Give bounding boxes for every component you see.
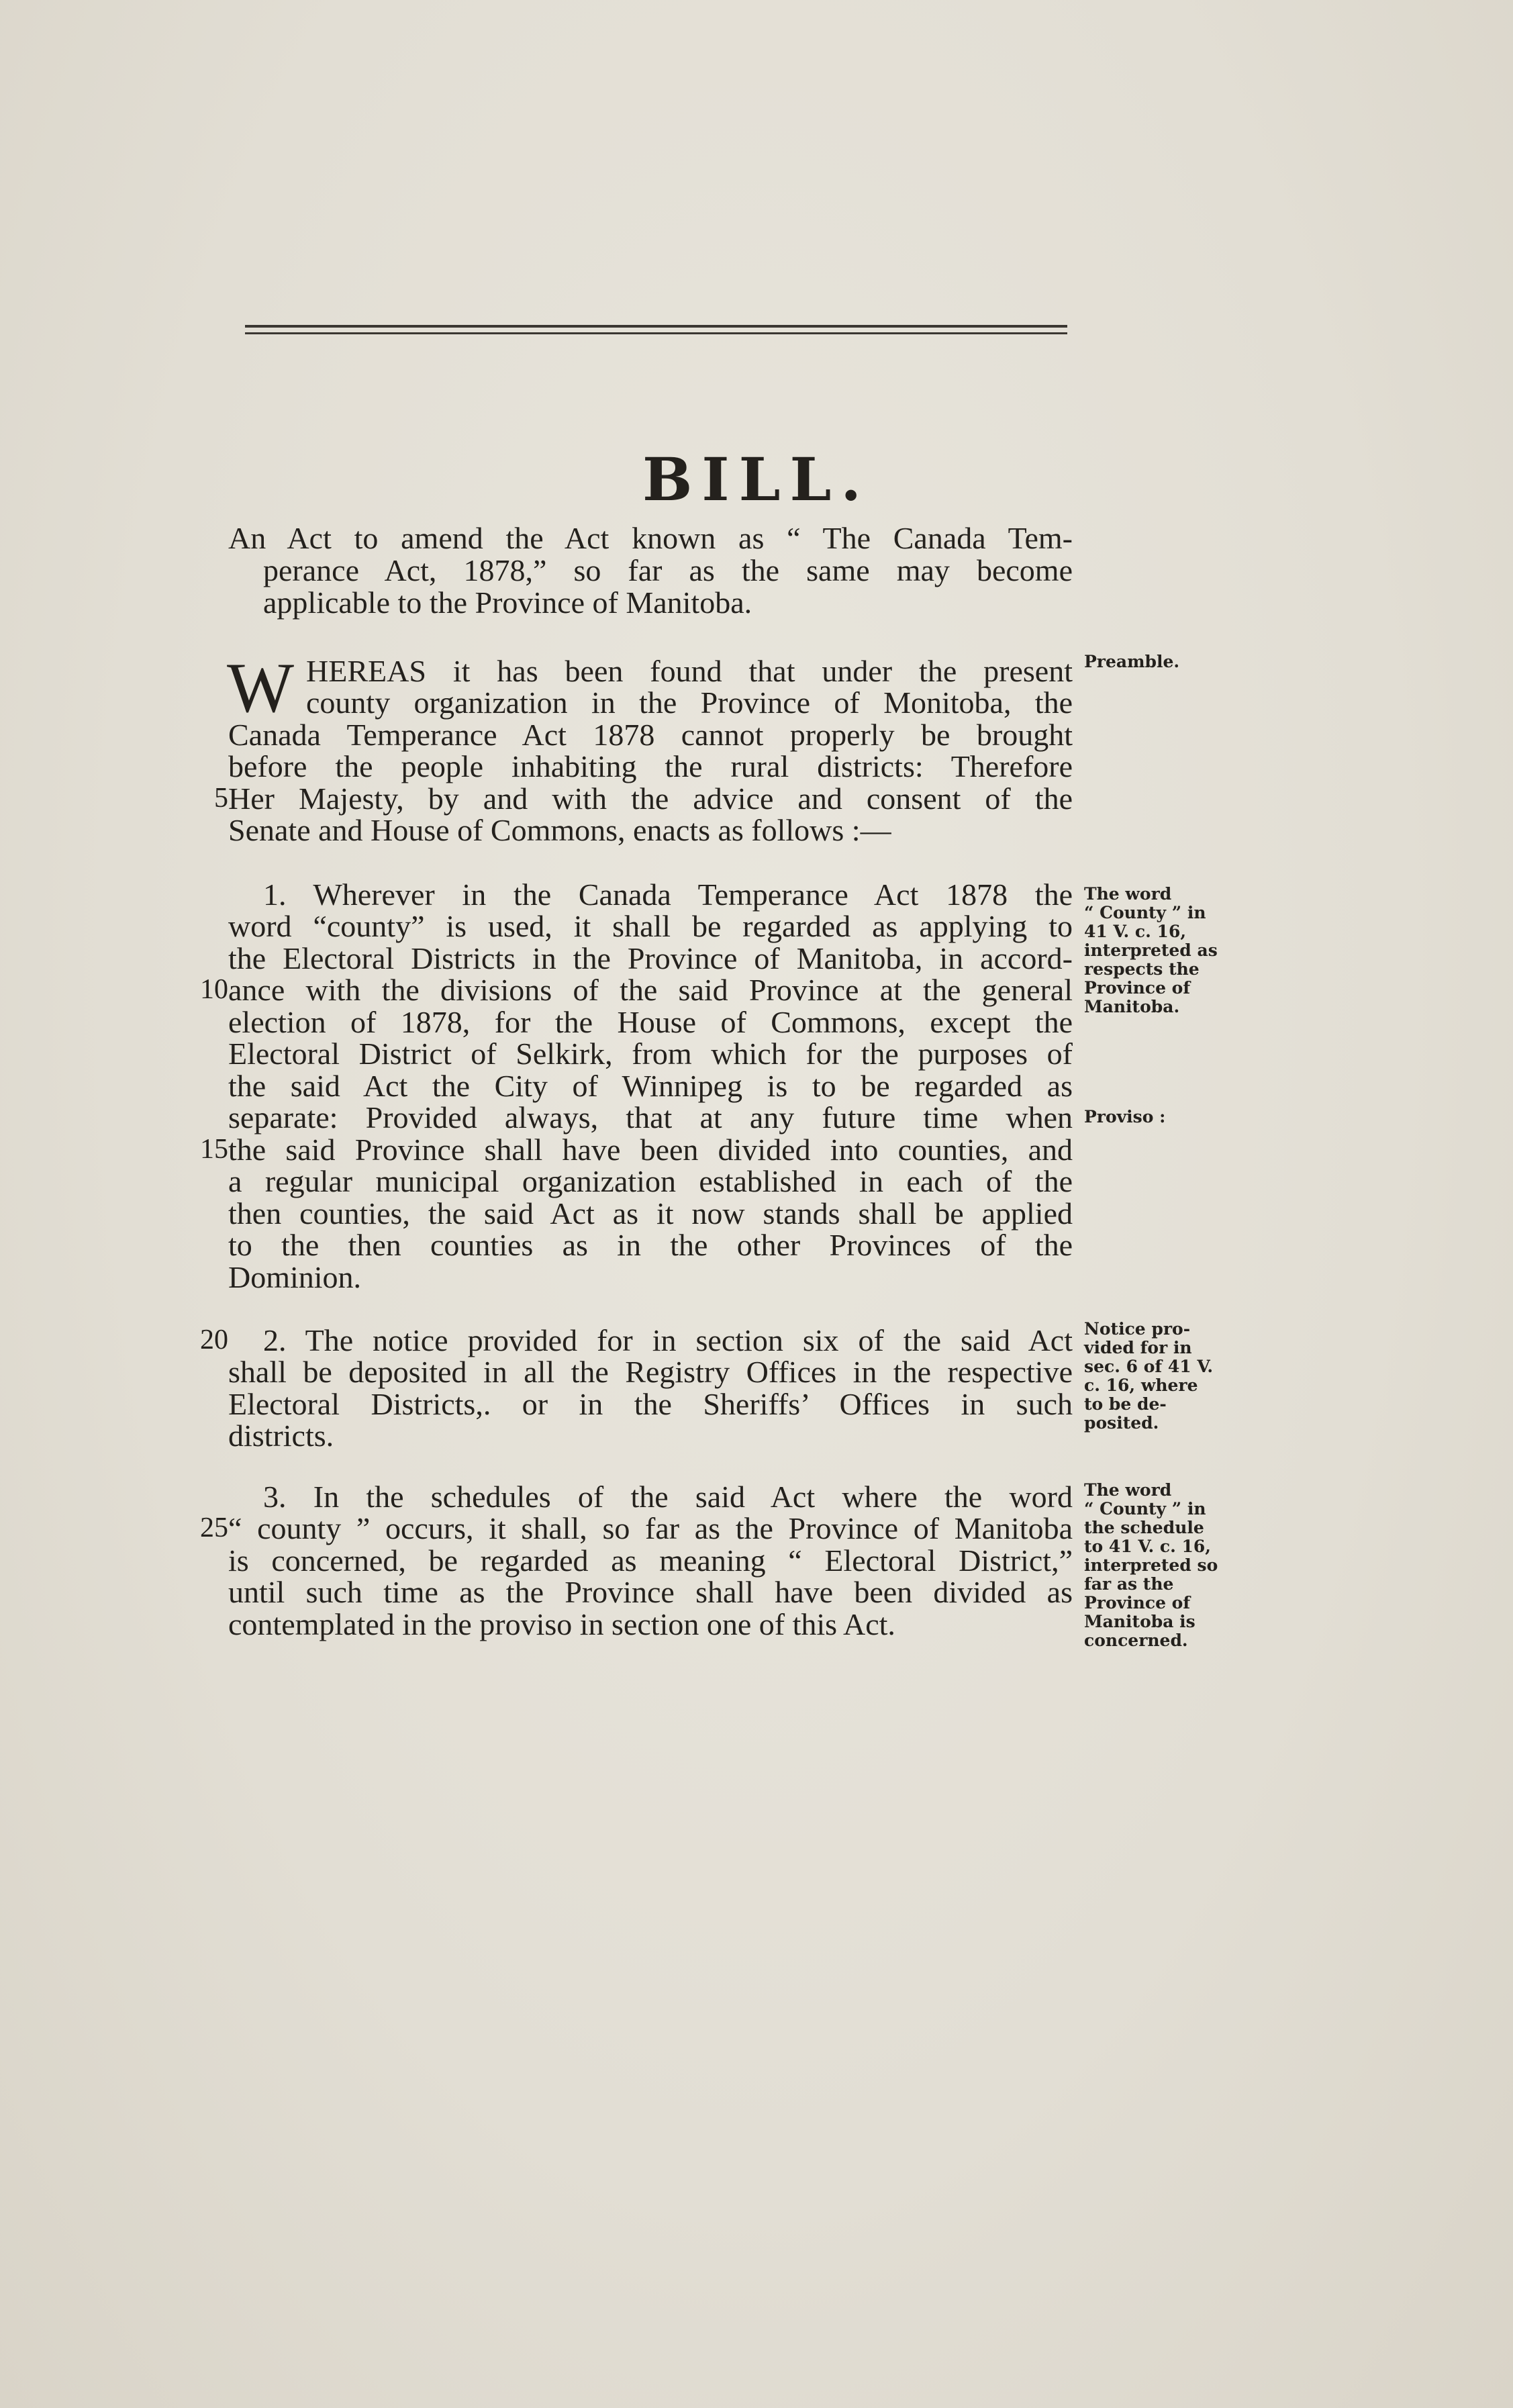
margin-note-section-3 (1084, 1481, 1245, 1650)
margin-note-line: sec. 6 of 41 V. (1084, 1357, 1214, 1376)
top-rule-thin (245, 332, 1067, 334)
margin-note-line: concerned. (1084, 1631, 1188, 1650)
preamble-line: county organization in the Province of Monitoba, the (306, 685, 1073, 720)
margin-note-line: posited. (1084, 1413, 1159, 1433)
preamble-line: Canada Temperance Act 1878 cannot properly be brought (228, 718, 1073, 752)
margin-note-line: Notice pro- (1084, 1319, 1191, 1339)
margin-note-line: Province of (1084, 1593, 1191, 1612)
line-number: 20 (200, 1325, 228, 1355)
drop-cap: W (227, 648, 295, 727)
section-1-line: the said Act the City of Winnipeg is to be regarded as (228, 1069, 1073, 1103)
margin-note-line: to 41 V. c. 16, (1084, 1537, 1211, 1556)
section-3-line: is concerned, be regarded as meaning “ Electoral District,” (228, 1543, 1073, 1578)
top-rule (245, 325, 1067, 328)
section-3-line: 3. In the schedules of the said Act where the word (263, 1480, 1073, 1514)
section-1-line: then counties, the said Act as it now stands shall be applied (228, 1196, 1073, 1231)
line-number: 15 (200, 1134, 228, 1165)
section-1-line: the Electoral Districts in the Province of Manitoba, in accord- (228, 941, 1073, 975)
section-1-line: 1. Wherever in the Canada Temperance Act 1878 the (263, 877, 1073, 912)
margin-note-line: vided for in (1084, 1338, 1192, 1357)
margin-note-line: 41 V. c. 16, (1084, 922, 1187, 941)
section-1-line: word “county” is used, it shall be regarded as applying to (228, 909, 1073, 943)
section-1-line: to the then counties as in the other Provinces of the (228, 1228, 1073, 1262)
margin-note-line: Manitoba. (1084, 997, 1180, 1016)
margin-note-section-1 (1084, 885, 1245, 1016)
line-number: 10 (200, 974, 228, 1005)
margin-note-line: the schedule (1084, 1518, 1204, 1537)
margin-note-line: Manitoba is (1084, 1612, 1195, 1631)
section-2-line: Electoral Districts,. or in the Sheriffs’ Offices in such (228, 1387, 1073, 1421)
section-2-line: 2. The notice provided for in section six of the said Act (263, 1323, 1073, 1357)
section-2-line: shall be deposited in all the Registry Offices in the respective (228, 1355, 1073, 1389)
preamble-line: HEREAS it has been found that under the present (306, 654, 1073, 688)
preamble-line: Senate and House of Commons, enacts as follows :— (228, 813, 891, 847)
long-title-line: applicable to the Province of Manitoba. (263, 585, 752, 620)
section-1-line: the said Province shall have been divided into counties, and (228, 1133, 1073, 1167)
section-1-line: separate: Provided always, that at any future time when (228, 1100, 1073, 1135)
line-number: 5 (214, 783, 228, 814)
margin-note-line: Preamble. (1084, 652, 1180, 671)
margin-note-line: c. 16, where (1084, 1376, 1198, 1395)
section-1-line: Electoral District of Selkirk, from which for the purposes of (228, 1037, 1073, 1071)
margin-note-line: Province of (1084, 978, 1191, 998)
margin-note-proviso (1084, 1108, 1245, 1126)
margin-note-line: The word (1084, 884, 1172, 904)
margin-note-line: interpreted so (1084, 1555, 1218, 1575)
line-number: 25 (200, 1512, 228, 1543)
margin-note-line: Proviso : (1084, 1107, 1166, 1126)
section-3-line: contemplated in the proviso in section one of this Act. (228, 1607, 895, 1641)
margin-note-line: far as the (1084, 1574, 1174, 1594)
margin-note-preamble (1084, 653, 1245, 671)
margin-note-line: to be de- (1084, 1394, 1167, 1414)
margin-note-line: The word (1084, 1480, 1172, 1500)
margin-note-line: “ County ” in (1084, 903, 1206, 922)
section-2-line: districts. (228, 1418, 334, 1453)
margin-note-line: “ County ” in (1084, 1499, 1206, 1519)
preamble-line: Her Majesty, by and with the advice and consent of the (228, 781, 1073, 816)
section-1-line: election of 1878, for the House of Commons, except the (228, 1005, 1073, 1039)
margin-note-line: respects the (1084, 959, 1200, 979)
long-title-line: An Act to amend the Act known as “ The Canada Tem- (228, 521, 1073, 555)
margin-note-section-2 (1084, 1320, 1245, 1433)
margin-note-line: interpreted as (1084, 941, 1218, 960)
preamble-line: before the people inhabiting the rural districts: Therefore (228, 749, 1073, 783)
long-title-line: perance Act, 1878,” so far as the same may become (263, 553, 1073, 587)
bill-title: BILL. (642, 444, 871, 514)
section-1-line: ance with the divisions of the said Province at the general (228, 973, 1073, 1007)
section-1-line: a regular municipal organization established in each of the (228, 1164, 1073, 1198)
section-1-line: Dominion. (228, 1260, 362, 1294)
section-3-line: until such time as the Province shall have been divided as (228, 1575, 1073, 1609)
section-3-line: “ county ” occurs, it shall, so far as the Province of Manitoba (228, 1511, 1073, 1545)
